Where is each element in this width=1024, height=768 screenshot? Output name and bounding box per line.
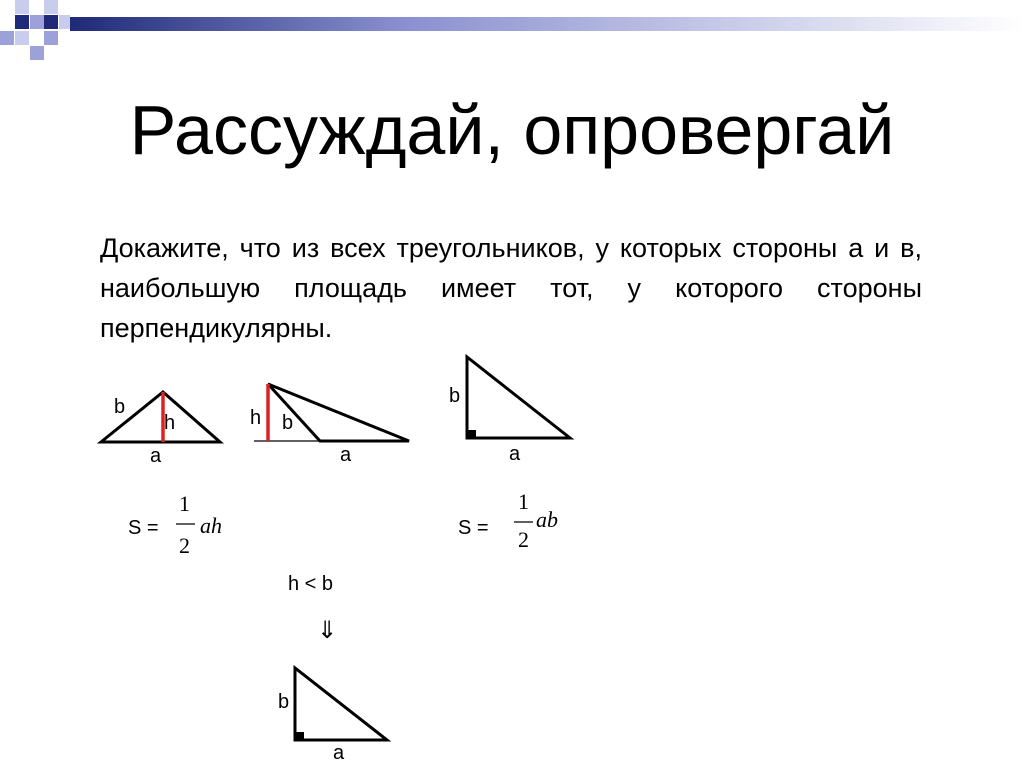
formula-area-general — [128, 491, 222, 558]
triangle-4 — [278, 668, 387, 764]
implies-arrow-icon: ⇓ — [317, 616, 338, 644]
triangle-3-label-a: a — [509, 443, 521, 465]
triangle-4-label-b: b — [278, 691, 290, 713]
formula-area-right — [458, 489, 558, 552]
triangle-1-label-a: a — [150, 445, 162, 467]
triangle-2 — [250, 384, 409, 466]
triangle-4-shape — [295, 668, 387, 740]
formula-2-prefix: S = — [458, 517, 489, 539]
formula-2-numerator: 1 — [518, 489, 529, 514]
triangle-3-label-b: b — [449, 385, 461, 407]
formula-1-prefix: S = — [128, 517, 159, 539]
formula-1-numerator: 1 — [179, 491, 190, 516]
triangle-1-label-h: h — [164, 412, 176, 434]
triangle-1 — [101, 392, 220, 467]
problem-statement: Докажите, что из всех треугольников, у которых стороны а и в, наибольшую площадь имеет тот, у которого стороны перпендикулярны. — [100, 233, 922, 343]
formula-1-variables: ah — [200, 513, 222, 538]
formula-1-denominator: 2 — [179, 533, 190, 558]
triangle-3 — [449, 357, 570, 465]
slide-title: Рассуждай, опровергай — [129, 91, 895, 169]
formula-2-denominator: 2 — [518, 527, 529, 552]
triangle-3-shape — [467, 357, 570, 438]
triangle-2-label-h: h — [250, 407, 262, 429]
triangle-4-label-a: a — [333, 742, 345, 764]
formula-2-variables: ab — [536, 507, 558, 532]
triangle-4-right-angle-mark — [296, 732, 304, 740]
triangle-2-label-a: a — [340, 444, 352, 466]
triangle-2-label-b: b — [282, 412, 294, 434]
comparison-text: h < b — [288, 573, 334, 595]
triangle-1-label-b: b — [114, 396, 126, 418]
triangle-3-right-angle-mark — [468, 430, 476, 438]
